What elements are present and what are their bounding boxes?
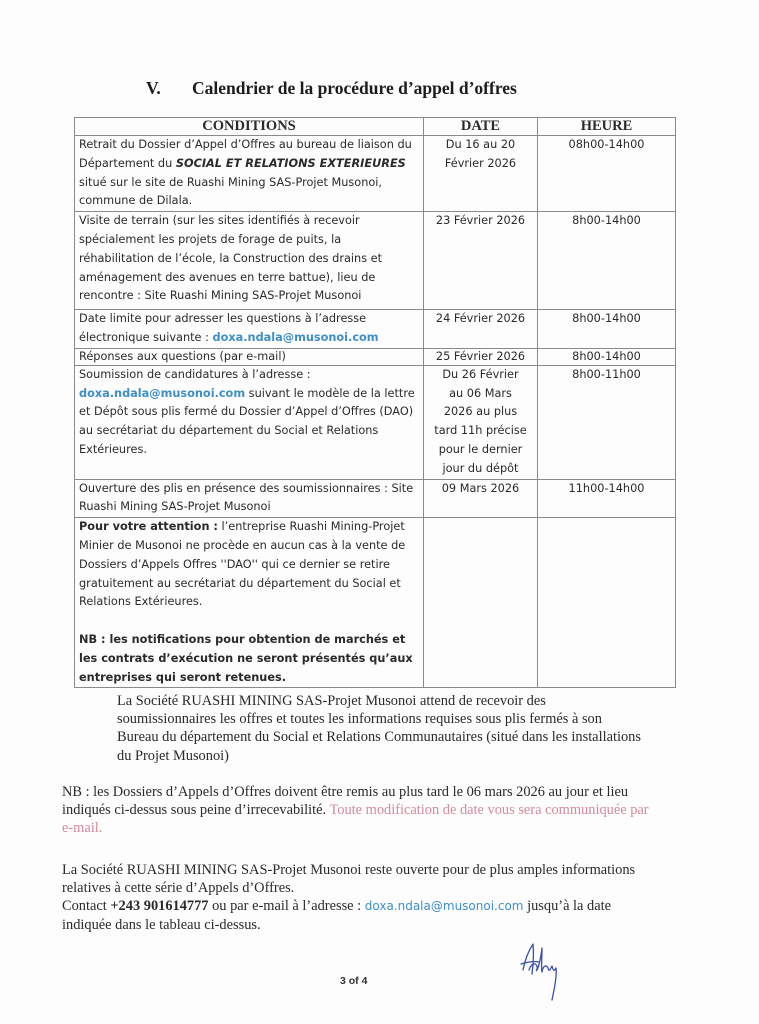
date-cell (424, 518, 538, 688)
nb-note: NB : les notifications pour obtention de marchés et les contrats d’exécution ne seront présentés qu’aux entreprises qui seront retenues. (79, 632, 413, 684)
table-row (75, 479, 676, 518)
conditions-cell: Ouverture des plis en présence des soumissionnaires : Site Ruashi Mining SAS-Projet Musonoi (75, 479, 424, 518)
date-cell: Du 16 au 20 Février 2026 (424, 136, 538, 212)
section-number: V. (146, 78, 161, 98)
heure-cell (538, 518, 676, 688)
table-row (75, 136, 676, 212)
paragraph-contact: La Société RUASHI MINING SAS-Projet Musonoi reste ouverte pour de plus amples informations relatives à cette série d’Appels d’Offres. Contact +243 901614777 ou par e-mail à l’adresse : doxa.ndala@musonoi.com jusqu’à la date indiquée dans le tableau ci-dessus. (62, 862, 636, 933)
attention-label: Pour votre attention : (79, 520, 218, 534)
header-heure: HEURE (538, 118, 676, 136)
signature-icon (515, 940, 565, 1002)
email-link[interactable]: doxa.ndala@musonoi.com (364, 899, 524, 914)
paragraph-reception-offres: La Société RUASHI MINING SAS-Projet Musonoi attend de recevoir des soumissionnaires les offres et toutes les informations requises sous plis fermés à son Bureau du département du Social et Relations Communautaires (situé dans les installations du Projet Musonoi) (117, 693, 641, 764)
table-row (75, 518, 676, 688)
date-cell: 23 Février 2026 (424, 212, 538, 310)
conditions-cell: Date limite pour adresser les questions à l’adresse électronique suivante : doxa.ndala@musonoi.com (75, 310, 424, 349)
conditions-cell (75, 518, 424, 688)
department-emphasis: SOCIAL ET RELATIONS EXTERIEURES (175, 156, 406, 170)
table-row (75, 212, 676, 310)
date-cell: 24 Février 2026 (424, 310, 538, 349)
heure-cell: 11h00-14h00 (538, 479, 676, 518)
header-conditions: CONDITIONS (75, 118, 424, 136)
heure-cell: 8h00-11h00 (538, 365, 676, 479)
heure-cell: 8h00-14h00 (538, 310, 676, 349)
section-title-text: Calendrier de la procédure d’appel d’offres (192, 78, 517, 98)
email-link[interactable]: doxa.ndala@musonoi.com (212, 330, 379, 344)
date-change-notice: Toute modification de date vous sera communiquée par e-mail. (62, 802, 649, 837)
table-header-row (75, 118, 676, 136)
paragraph-nb-deadline: NB : les Dossiers d’Appels d’Offres doivent être remis au plus tard le 06 mars 2026 au jour et lieu indiqués ci-dessus sous peine d’irrecevabilité. Toute modification de date vous sera communiquée par e-mail. (62, 784, 649, 837)
heure-cell: 08h00-14h00 (538, 136, 676, 212)
date-cell: 25 Février 2026 (424, 348, 538, 365)
heure-cell: 8h00-14h00 (538, 348, 676, 365)
conditions-cell: Retrait du Dossier d’Appel d’Offres au bureau de liaison du Département du SOCIAL ET RELATIONS EXTERIEURES situé sur le site de Ruashi Mining SAS-Projet Musonoi, commune de Dilala. (75, 136, 424, 212)
table-row (75, 348, 676, 365)
table-row (75, 310, 676, 349)
email-link[interactable]: doxa.ndala@musonoi.com (79, 386, 246, 400)
attention-note: Pour votre attention : l’entreprise Ruashi Mining-Projet Minier de Musonoi ne procède en aucun cas à la vente de Dossiers d’Appels Offres ''DAO'' qui ce dernier se retire gratuitement au secrétariat du département du Social et Relations Extérieures. (79, 520, 406, 609)
page-number: 3 of 4 (340, 975, 368, 987)
header-date: DATE (424, 118, 538, 136)
heure-cell: 8h00-14h00 (538, 212, 676, 310)
date-cell: Du 26 Février au 06 Mars 2026 au plus tard 11h précise pour le dernier jour du dépôt (424, 365, 538, 479)
date-cell: 09 Mars 2026 (424, 479, 538, 518)
contact-phone[interactable]: +243 901614777 (110, 898, 209, 915)
table-row (75, 365, 676, 479)
calendar-table (74, 117, 676, 688)
conditions-cell: Réponses aux questions (par e-mail) (75, 348, 424, 365)
conditions-cell: Soumission de candidatures à l’adresse : doxa.ndala@musonoi.com suivant le modèle de la lettre et Dépôt sous plis fermé du Dossier d’Appel d’Offres (DAO) au secrétariat du département du Social et Relations Extérieures. (75, 365, 424, 479)
section-heading (146, 78, 517, 99)
conditions-cell: Visite de terrain (sur les sites identifiés à recevoir spécialement les projets de forage de puits, la réhabilitation de l’école, la Construction des drains et aménagement des avenues en terre battue), lieu de rencontre : Site Ruashi Mining SAS-Projet Musonoi (75, 212, 424, 310)
